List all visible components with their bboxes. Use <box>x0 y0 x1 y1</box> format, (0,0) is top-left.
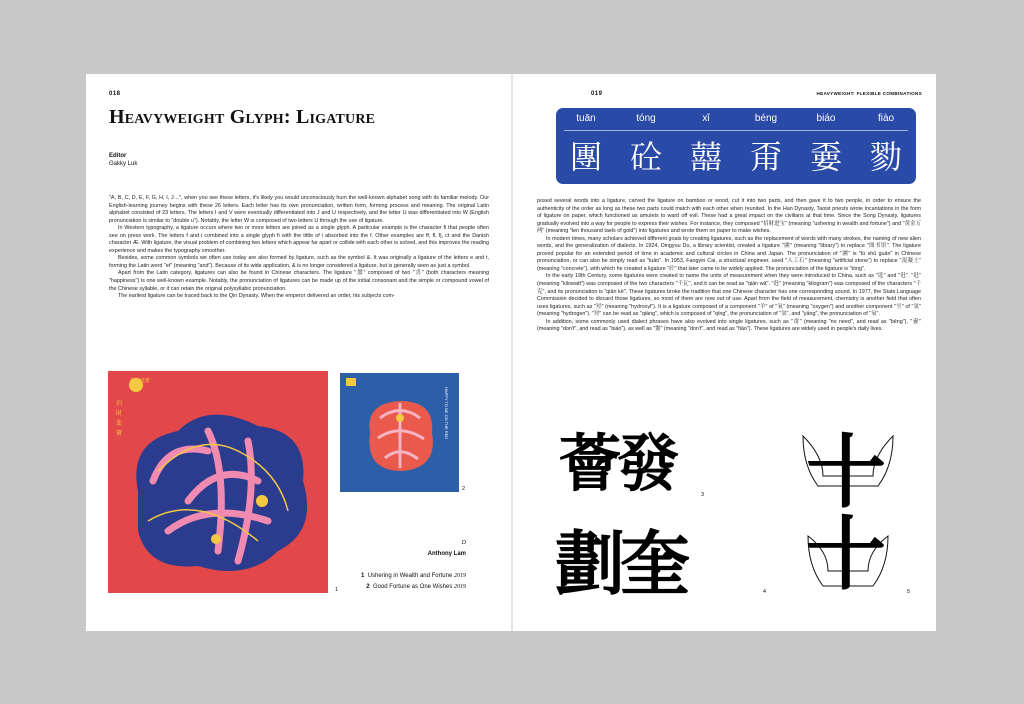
figure-captions <box>361 571 466 593</box>
left-body-text <box>109 195 489 301</box>
paragraph: In the early 19th Century, some ligatures were created to name the units of measurement when they were introduced to China, such as "瓩" and "兛". "瓩" (meaning "kilowatt") was composed of the two characters "千瓦", and it can be read as "qiān wǎ". "兛" (meaning "kilogram") was composed of the characters "千克", and its pronunciation is "qiān kè". These ligatures broke the tradition that one Chinese character has one corresponding sound. In 1977, the State Language Commission decided to discard those ligatures, so most of them are now out of use. Apart from the field of measurement, chemistry is another field that often uses ligatures, such as "羟" (meaning "hydroxyl"). It is a ligature composed of a component "羊" of "氧" (meaning "oxygen") and another component "巠" of "氢" (meaning "hydrogen"). "羟" can be read as "qiáng", which is composed of "qīng", the pronunciation of "氢", and "yǎng", the pronunciation of "氧". <box>537 273 921 318</box>
banner-divider <box>564 130 908 131</box>
designer-name: Anthony Lam <box>427 551 466 557</box>
glyph-artwork-4: 劃奎 <box>555 523 685 605</box>
figure-number-1: 1 <box>335 587 339 593</box>
ligature-character: 團 <box>569 138 602 176</box>
paragraph: posed several words into a ligature, carved the ligature on bamboo or wood, cut it into two parts, and then gave it to two people, in order to ensure the authenticity of the order as long as these two parts could match with each other when reunited. In the Han Dynasty, Taoist priests wrote incantations in the form of ligature on paper, which functioned as amulets to ward off evil. These had a great impact on the civilians at that time. Since the Song Dynasty, ligatures gradually evolved into a way for people to express their wishes. For instance, they composed "招财进宝" (meaning "ushering in wealth and fortune") and "黄金万两" (meaning "ten thousand taels of gold") into ligatures and wrote them on paper to make wishes. <box>537 198 921 235</box>
credit-role: Editor <box>109 153 127 159</box>
artwork-good-fortune <box>340 373 459 492</box>
page-number-right: 019 <box>591 91 603 97</box>
designer-credit <box>428 538 466 560</box>
figure-number-5: 5 <box>907 589 911 595</box>
running-head: HEAVYWEIGHT: FLEXIBLE COMBINATIONS <box>816 91 922 96</box>
pinyin-label: tóng <box>636 113 656 124</box>
page-title: Heavyweight Glyph: Ligature <box>109 106 376 128</box>
right-page <box>513 74 936 631</box>
ligature-character: 囍 <box>689 138 722 176</box>
art2-vertical-text: HAPPY TO BE ON THE RED <box>444 387 449 440</box>
pinyin-label: biáo <box>816 113 836 124</box>
ligature-character: 砼 <box>629 138 662 176</box>
left-page <box>86 74 511 631</box>
pinyin-label: béng <box>754 113 778 124</box>
ligature-artwork-1 <box>108 371 328 593</box>
page-number-left: 018 <box>109 91 121 97</box>
glyph-artwork-5: 十十 <box>806 426 886 601</box>
ligature-character: 勠 <box>869 138 902 176</box>
paragraph: In addition, some commonly used dialect phrases have also evolved into single ligatures, such as "甭" (meaning "no need", and read as "béng"), "嫑" (meaning "don't", and read as "biáo"), as well as "勠" (meaning "don't", and read as "fiào"). These ligatures are widely used in people's daily lives. <box>537 318 921 333</box>
art1-vertical-text: 招財進寶 <box>116 401 123 437</box>
editor-credit <box>109 152 137 168</box>
pinyin-row <box>556 108 916 130</box>
pinyin-label: xǐ <box>702 113 710 124</box>
paragraph: The earliest ligature can be traced back to the Qin Dynasty. When the emperor delivered an order, his subjects com- <box>118 293 395 300</box>
ligature-character: 嫑 <box>809 138 842 176</box>
credit-name: Gakky Luk <box>109 161 138 167</box>
glyph-artwork-3: 薈發 <box>559 427 676 500</box>
paragraph: "A, B, C, D, E, F, G, H, I, J…", when you see these letters, it's likely you would unconsciously hum the well-known alphabet song with its familiar melody. Our English-learning journey begins with these 26 letters. Each letter has its own pronunciation, written form, forming process and meaning. The original Latin alphabet consisted of 23 letters. The letters I and V were eventually differentiated into J and U respectively, and the letter U was differentiated into W (English pronunciation is similar to "double u"). Notably, the letter W is composed of two letters U through the use of ligature. <box>109 195 489 224</box>
paragraph: Besides, some common symbols we often use today are also formed by ligature, such as the symbol &. It was originally a ligature of the letters e and t, forming the Latin word "et" (meaning "and"). Because of its wide application, & is no longer considered a ligature, but is generally seen as just a symbol. <box>109 255 489 269</box>
pinyin-label: fiào <box>877 113 895 124</box>
figure-number-3: 3 <box>701 492 705 498</box>
caption-1: 1 Ushering in Wealth and Fortune 2019 <box>361 573 466 579</box>
figure-number-4: 4 <box>763 589 767 595</box>
designer-mark: D <box>461 540 466 546</box>
pinyin-banner <box>556 108 916 184</box>
paragraph: In Western typography, a ligature occurs where two or more letters are joined as a single glyph. A particular example is the character fi that people often see on press work. The letters f and i combined into a single glyph fi with the tittle of i absorbed into the f. Other examples are ff, fl, fj, ct and the Danish character Æ. With ligature, the visual problem of combining two letters which appear far apart or collide with each other is solved, and this improves the reading experience and makes the typography smoother. <box>109 225 489 254</box>
pinyin-label: tuān <box>576 113 596 124</box>
ligature-character-row <box>556 133 916 181</box>
caption-2: 2 Good Fortune as One Wishes 2019 <box>366 584 466 590</box>
art1-seal: 招財進寶 <box>130 378 151 384</box>
paragraph: In modern times, many scholars achieved different goals by creating ligatures, such as the replacement of words with many strokes, the naming of new alien words, and the generalization of dialects. In 1924, Dingyou Du, a library scientist, created a ligature "圕" (meaning "library") to replace "图书馆". The ligature proved popular for an extended period of time in academic and cultural circles in China and Japan. The pronunciation of "圕" is "tú shū guǎn" in Chinese pronunciation, or can also be simply read as "tuān". In 1953, Fangyin Cai, a structural engineer, used "人工石" (meaning "artificial stone") to replace "混凝土" (meaning "concrete"), with which he created a ligature "砼" that later came to be widely applied. The pronunciation of the ligature is "tóng". <box>537 235 921 272</box>
artwork-ushering-wealth <box>108 371 328 593</box>
figure-number-2: 2 <box>462 486 466 492</box>
right-body-text <box>537 198 921 334</box>
ligature-character: 甭 <box>749 138 782 176</box>
ligature-artwork-2 <box>340 373 459 492</box>
paragraph: Apart from the Latin category, ligatures can also be found in Chinese characters. The ligature "囍" composed of two "喜" (both characters meaning "happiness") is one well-known example. Notably, the pronunciation of ligatures can be made up of the initial consonant and the simple or compound vowel of the Chinese syllable, or it can retain the original polysyllabic pronunciation. <box>109 270 489 292</box>
